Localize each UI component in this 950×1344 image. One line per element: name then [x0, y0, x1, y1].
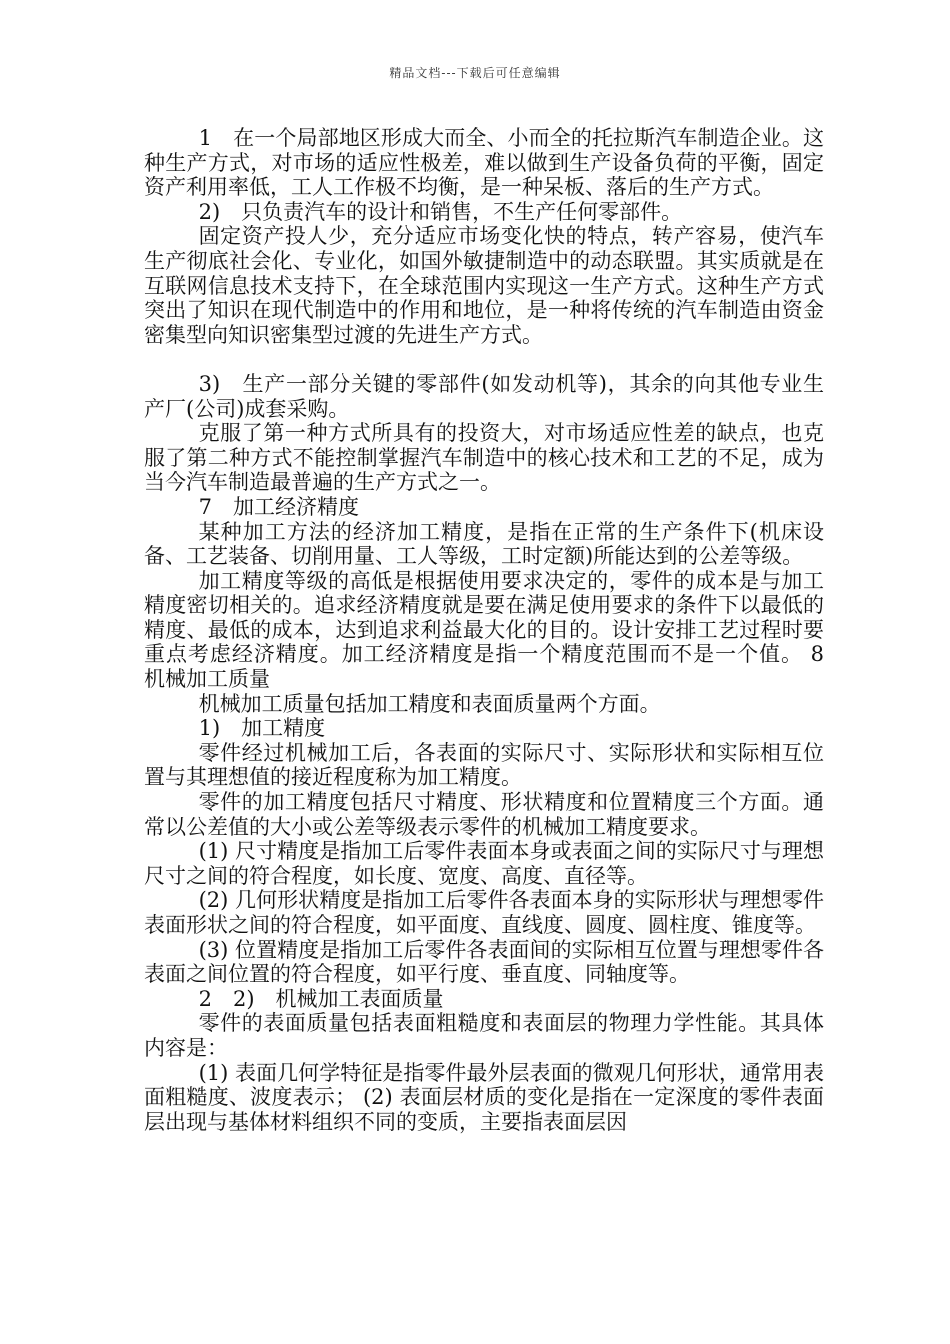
page-header: 精品文档---下载后可任意编辑	[389, 66, 561, 80]
paragraph-11: (1) 尺寸精度是指加工后零件表面本身或表面之间的实际尺寸与理想尺寸之间的符合程度，如长度、宽度、高度、直径等。	[144, 839, 824, 888]
paragraph-8: 机械加工质量包括加工精度和表面质量两个方面。	[198, 691, 661, 716]
paragraph-2: 2) 只负责汽车的设计和销售，不生产任何零部件。	[198, 199, 683, 224]
paragraph-4: 3) 生产一部分关键的零部件(如发动机等)，其余的向其他专业生产厂(公司)成套采购。	[144, 371, 824, 421]
paragraph-10: 零件的加工精度包括尺寸精度、形状精度和位置精度三个方面。通常以公差值的大小或公差等级表示零件的机械加工精度要求。	[144, 790, 824, 839]
paragraph-3: 固定资产投人少，充分适应市场变化快的特点，转产容易，使汽车生产彻底社会化、专业化，如国外敏捷制造中的动态联盟。其实质就是在互联网信息技术支持下，在全球范围内实现这一生产方式。这种生产方式突出了知识在现代制造中的作用和地位，是一种将传统的汽车制造由资金密集型向知识密集型过渡的先进生产方式。	[144, 224, 824, 347]
paragraph-5: 克服了第一种方式所具有的投资大，对市场适应性差的缺点，也克服了第二种方式不能控制掌握汽车制造中的核心技术和工艺的不足，成为当今汽车制造最普遍的生产方式之一。	[144, 421, 824, 495]
paragraph-spacer	[144, 347, 824, 372]
subheading-surface-quality: 2 2) 机械加工表面质量	[198, 986, 444, 1011]
paragraph-9: 零件经过机械加工后，各表面的实际尺寸、实际形状和实际相互位置与其理想值的接近程度称为加工精度。	[144, 740, 824, 790]
subheading-precision: 1) 加工精度	[198, 716, 326, 741]
paragraph-7: 加工精度等级的高低是根据使用要求决定的，零件的成本是与加工精度密切相关的。追求经济精度就是要在满足使用要求的条件下以最低的精度、最低的成本，达到追求利益最大化的目的。设计安排工艺过程时要重点考虑经济精度。加工经济精度是指一个精度范围而不是一个值。 8 机械加工质量	[144, 568, 845, 692]
paragraph-13: (3) 位置精度是指加工后零件各表面间的实际相互位置与理想零件各表面之间位置的符合程度，如平行度、垂直度、同轴度等。	[144, 937, 824, 987]
paragraph-15: (1) 表面几何学特征是指零件最外层表面的微观几何形状，通常用表面粗糙度、波度表示； (2) 表面层材质的变化是指在一定深度的零件表面层出现与基体材料组织不同的变质，主要指表面层因	[144, 1060, 824, 1134]
paragraph-6: 某种加工方法的经济加工精度，是指在正常的生产条件下(机床设备、工艺装备、切削用量、工人等级，工时定额)所能达到的公差等级。	[144, 519, 824, 569]
paragraph-14: 零件的表面质量包括表面粗糙度和表面层的物理力学性能。其具体内容是：	[144, 1011, 824, 1060]
paragraph-1: 1 在一个局部地区形成大而全、小而全的托拉斯汽车制造企业。这种生产方式，对市场的适应性极差，难以做到生产设备负荷的平衡，固定资产利用率低，工人工作极不均衡，是一种呆板、落后的生产方式。	[144, 126, 824, 200]
section-heading-7: 7 加工经济精度	[198, 494, 359, 519]
document-body	[144, 126, 845, 1134]
paragraph-12: (2) 几何形状精度是指加工后零件各表面本身的实际形状与理想零件表面形状之间的符合程度，如平面度、直线度、圆度、圆柱度、锥度等。	[144, 888, 824, 937]
